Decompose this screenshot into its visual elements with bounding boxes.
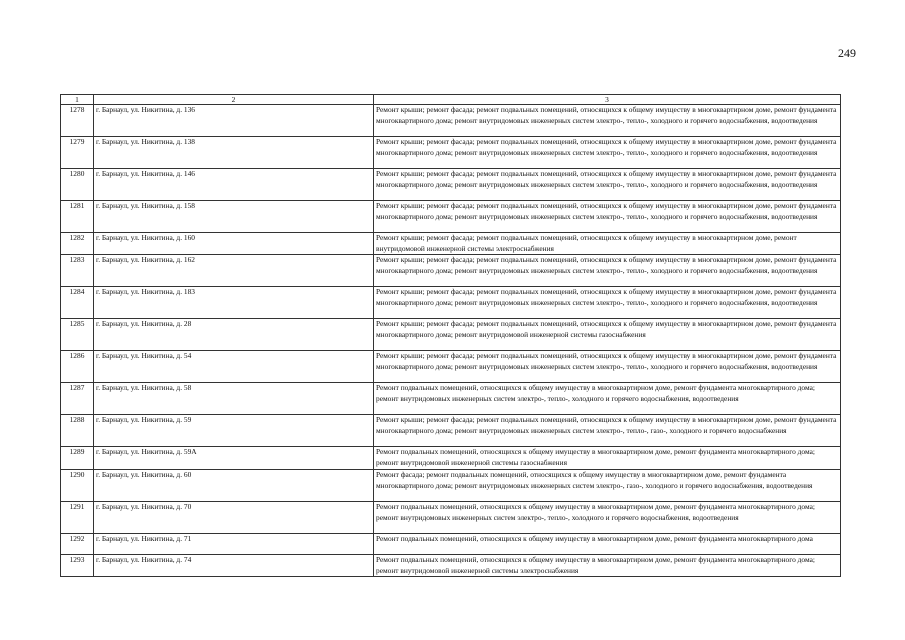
row-work-description: Ремонт крыши; ремонт фасада; ремонт подвальных помещений, относящихся к общему имуществу в многоквартирном доме, ремонт фундамента многоквартирного дома; ремонт внутридомовых инженерных систем электро-, тепло-, холодного и горячего водоснабжения, водоотведения	[374, 137, 841, 169]
row-address: г. Барнаул, ул. Никитина, д. 183	[94, 287, 374, 319]
row-number: 1287	[61, 383, 94, 415]
row-address: г. Барнаул, ул. Никитина, д. 60	[94, 469, 374, 501]
table-row	[61, 255, 841, 287]
table-row	[61, 137, 841, 169]
repair-register-table	[60, 94, 841, 577]
row-work-description: Ремонт крыши; ремонт фасада; ремонт подвальных помещений, относящихся к общему имуществу в многоквартирном доме, ремонт фундамента многоквартирного дома; ремонт внутридомовых инженерных систем электро-, тепло-, холодного и горячего водоснабжения, водоотведения	[374, 287, 841, 319]
row-work-description: Ремонт крыши; ремонт фасада; ремонт подвальных помещений, относящихся к общему имуществу в многоквартирном доме, ремонт фундамента многоквартирного дома; ремонт внутридомовых инженерных систем электро-, тепло-, холодного и горячего водоснабжения, водоотведения	[374, 105, 841, 137]
row-address: г. Барнаул, ул. Никитина, д. 70	[94, 501, 374, 533]
row-address: г. Барнаул, ул. Никитина, д. 71	[94, 533, 374, 554]
table-row	[61, 447, 841, 469]
row-work-description: Ремонт крыши; ремонт фасада; ремонт подвальных помещений, относящихся к общему имуществу в многоквартирном доме, ремонт фундамента многоквартирного дома; ремонт внутридомовых инженерных систем электро-, тепло-, холодного и горячего водоснабжения, водоотведения	[374, 255, 841, 287]
row-address: г. Барнаул, ул. Никитина, д. 162	[94, 255, 374, 287]
table-row	[61, 169, 841, 201]
row-number: 1279	[61, 137, 94, 169]
column-number-row	[61, 95, 841, 105]
table-row	[61, 533, 841, 554]
row-address: г. Барнаул, ул. Никитина, д. 59А	[94, 447, 374, 469]
row-work-description: Ремонт крыши; ремонт фасада; ремонт подвальных помещений, относящихся к общему имуществу в многоквартирном доме, ремонт фундамента многоквартирного дома; ремонт внутридомовой инженерной системы газоснабжения	[374, 319, 841, 351]
row-number: 1293	[61, 554, 94, 576]
row-address: г. Барнаул, ул. Никитина, д. 160	[94, 233, 374, 255]
table-row	[61, 201, 841, 233]
row-number: 1284	[61, 287, 94, 319]
table-row	[61, 383, 841, 415]
column-header-3: 3	[374, 95, 841, 105]
column-header-2: 2	[94, 95, 374, 105]
row-number: 1285	[61, 319, 94, 351]
row-address: г. Барнаул, ул. Никитина, д. 146	[94, 169, 374, 201]
row-address: г. Барнаул, ул. Никитина, д. 59	[94, 415, 374, 447]
row-address: г. Барнаул, ул. Никитина, д. 74	[94, 554, 374, 576]
table-row	[61, 319, 841, 351]
row-address: г. Барнаул, ул. Никитина, д. 158	[94, 201, 374, 233]
row-work-description: Ремонт крыши; ремонт фасада; ремонт подвальных помещений, относящихся к общему имуществу в многоквартирном доме, ремонт фундамента многоквартирного дома; ремонт внутридомовых инженерных систем электро-, тепло-, газо-, холодного и горячего водоснабжения	[374, 415, 841, 447]
page-number: 249	[838, 46, 856, 60]
row-work-description: Ремонт подвальных помещений, относящихся к общему имуществу в многоквартирном доме, ремонт фундамента многоквартирного дома	[374, 533, 841, 554]
table-row	[61, 415, 841, 447]
table-body	[61, 105, 841, 577]
row-work-description: Ремонт крыши; ремонт фасада; ремонт подвальных помещений, относящихся к общему имуществу в многоквартирном доме, ремонт внутридомовой инженерной системы электроснабжения	[374, 233, 841, 255]
row-work-description: Ремонт подвальных помещений, относящихся к общему имуществу в многоквартирном доме, ремонт фундамента многоквартирного дома; ремонт внутридомовых инженерных систем электро-, тепло-, холодного и горячего водоснабжения, водоотведения	[374, 501, 841, 533]
row-work-description: Ремонт подвальных помещений, относящихся к общему имуществу в многоквартирном доме, ремонт фундамента многоквартирного дома; ремонт внутридомовой инженерной системы электроснабжения	[374, 554, 841, 576]
row-number: 1282	[61, 233, 94, 255]
row-number: 1288	[61, 415, 94, 447]
row-number: 1286	[61, 351, 94, 383]
table-row	[61, 501, 841, 533]
row-work-description: Ремонт подвальных помещений, относящихся к общему имуществу в многоквартирном доме, ремонт фундамента многоквартирного дома; ремонт внутридомовой инженерной системы газоснабжения	[374, 447, 841, 469]
row-address: г. Барнаул, ул. Никитина, д. 136	[94, 105, 374, 137]
row-number: 1280	[61, 169, 94, 201]
row-address: г. Барнаул, ул. Никитина, д. 28	[94, 319, 374, 351]
row-work-description: Ремонт крыши; ремонт фасада; ремонт подвальных помещений, относящихся к общему имуществу в многоквартирном доме, ремонт фундамента многоквартирного дома; ремонт внутридомовых инженерных систем электро-, тепло-, холодного и горячего водоснабжения, водоотведения	[374, 169, 841, 201]
row-address: г. Барнаул, ул. Никитина, д. 58	[94, 383, 374, 415]
row-number: 1283	[61, 255, 94, 287]
table-row	[61, 105, 841, 137]
row-number: 1290	[61, 469, 94, 501]
table-header	[61, 95, 841, 105]
row-work-description: Ремонт подвальных помещений, относящихся к общему имуществу в многоквартирном доме, ремонт фундамента многоквартирного дома; ремонт внутридомовых инженерных систем электро-, тепло-, холодного и горячего водоснабжения, водоотведения	[374, 383, 841, 415]
row-address: г. Барнаул, ул. Никитина, д. 138	[94, 137, 374, 169]
row-number: 1278	[61, 105, 94, 137]
table-row	[61, 287, 841, 319]
row-address: г. Барнаул, ул. Никитина, д. 54	[94, 351, 374, 383]
column-header-1: 1	[61, 95, 94, 105]
row-work-description: Ремонт крыши; ремонт фасада; ремонт подвальных помещений, относящихся к общему имуществу в многоквартирном доме, ремонт фундамента многоквартирного дома; ремонт внутридомовых инженерных систем электро-, тепло-, холодного и горячего водоснабжения, водоотведения	[374, 201, 841, 233]
row-number: 1292	[61, 533, 94, 554]
table-row	[61, 351, 841, 383]
table-row	[61, 554, 841, 576]
table-row	[61, 469, 841, 501]
row-work-description: Ремонт фасада; ремонт подвальных помещений, относящихся к общему имуществу в многоквартирном доме, ремонт фундамента многоквартирного дома; ремонт внутридомовых инженерных систем электро-, газо-, холодного и горячего водоснабжения, водоотведения	[374, 469, 841, 501]
row-work-description: Ремонт крыши; ремонт фасада; ремонт подвальных помещений, относящихся к общему имуществу в многоквартирном доме, ремонт фундамента многоквартирного дома; ремонт внутридомовых инженерных систем электро-, тепло-, холодного и горячего водоснабжения, водоотведения	[374, 351, 841, 383]
row-number: 1289	[61, 447, 94, 469]
row-number: 1281	[61, 201, 94, 233]
row-number: 1291	[61, 501, 94, 533]
table-row	[61, 233, 841, 255]
